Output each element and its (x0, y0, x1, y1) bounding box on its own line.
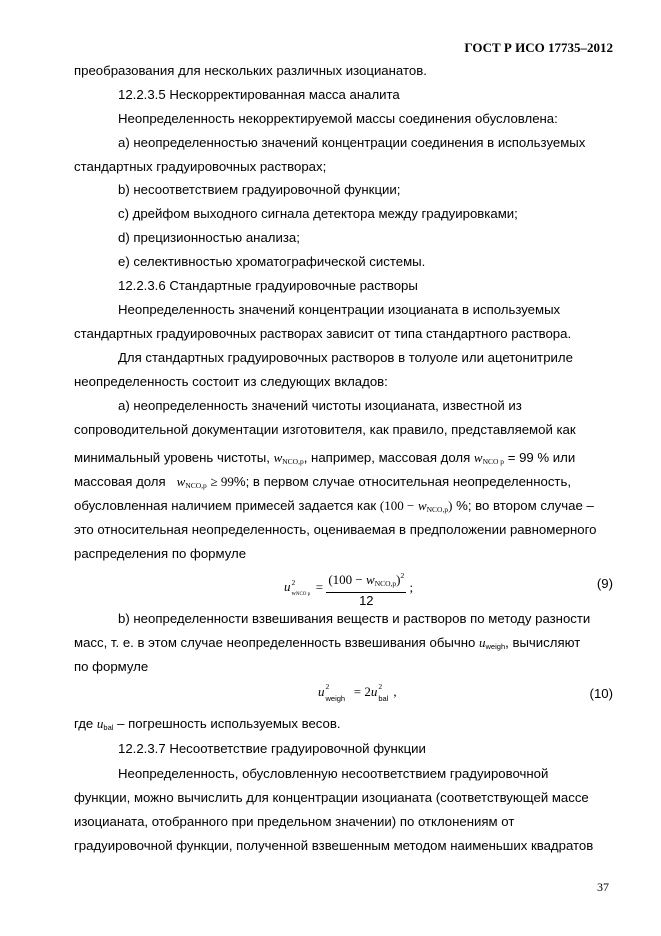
text-line: Для стандартных градуировочных растворов в толуоле или ацетонитриле (118, 350, 573, 365)
math-w: $w_{NCO,p}$ (176, 474, 207, 490)
list-item: e) селективностью хроматографической системы. (118, 254, 426, 269)
text-span: = 99 % или (507, 450, 576, 465)
page-header: ГОСТ Р ИСО 17735–2012 (464, 40, 613, 55)
section-heading: 12.2.3.6 Стандартные градуировочные растворы (118, 278, 418, 293)
list-item: c) дрейфом выходного сигнала детектора между градуировками; (118, 206, 518, 221)
text-line: Неопределенность, обусловленную несоответствием градуировочной (118, 766, 549, 781)
text-line: градуировочной функции, полученной взвешенным методом наименьших квадратов (74, 838, 594, 853)
equation-9: u 2 wNCO p = $\frac{(100 - w_{NCO,p})^2}{12}$ ; (284, 568, 413, 609)
list-item: а) неопределенность значений чистоты изоцианата, известной из (118, 398, 522, 413)
text-line: Неопределенность значений концентрации изоцианата в используемых (118, 302, 561, 317)
list-item: b) несоответствием градуировочной функции; (118, 182, 401, 197)
text-span: %; во втором случае – (456, 498, 594, 513)
math-expr: (100 − (379, 498, 415, 513)
math-w: $w_{NCO,p}$ (273, 450, 304, 466)
text-span: где (74, 716, 94, 731)
page-number: 37 (597, 880, 609, 894)
math-w: $w_{NCO p}$ (473, 450, 505, 466)
math-u: uweigh (479, 635, 506, 651)
text-line: стандартных градуировочных растворах; (74, 159, 327, 174)
text-line: Неопределенность некорректируемой массы соединения обусловлена: (118, 111, 558, 126)
text-span: обусловленная наличием примесей задается как (74, 498, 377, 513)
text-line: преобразования для нескольких различных изоцианатов. (74, 63, 427, 78)
list-item: d) прецизионностью анализа; (118, 230, 300, 245)
list-item: а) неопределенностью значений концентрации соединения в используемых (118, 135, 586, 150)
equation-number: (9) (596, 576, 613, 591)
section-heading: 12.2.3.7 Несоответствие градуировочной функции (118, 741, 426, 756)
text-line: это относительная неопределенность, оцениваемая в предположении равномерного (74, 522, 597, 537)
text-span: массовая доля (74, 474, 166, 489)
text-line (74, 715, 614, 737)
text-span: минимальный уровень чистоты, (74, 450, 270, 465)
text-line: обусловленная наличием примесей задается как $(100 - w_{NCO,p})$ %; во втором случае – (74, 498, 594, 514)
text-span: %; в первом случае относительная неопределенность, (233, 474, 571, 489)
math-u: ubal (96, 716, 114, 732)
text-span: – погрешность используемых весов. (117, 716, 341, 731)
text-line: стандартных градуировочных растворах зависит от типа стандартного раствора. (74, 326, 572, 341)
section-heading: 12.2.3.5 Нескорректированная масса аналита (118, 87, 400, 102)
text-span: , например, массовая доля (303, 450, 471, 465)
text-span: масс, т. е. в этом случае неопределенность взвешивания обычно (74, 635, 476, 650)
math-u: u 2 wNCO p (284, 577, 311, 597)
text-line: сопроводительной документации изготовителя, как правило, представляемой как (74, 422, 576, 437)
equation-number: (10) (589, 686, 613, 701)
text-line: функции, можно вычислить для концентрации изоцианата (соответствующей массе (74, 790, 589, 805)
text-line: изоцианата, отобранного при предельном значении) по отклонениям от (74, 814, 515, 829)
fraction: $\frac{(100 - w_{NCO,p})^2}{12}$ (326, 568, 406, 609)
equation-10: u 2 weigh = 2u 2 bal , (318, 682, 397, 704)
text-line (74, 634, 614, 656)
text-line (74, 473, 614, 495)
list-item: b) неопределенности взвешивания веществ и растворов по методу разности (118, 611, 591, 626)
text-line: по формуле (74, 659, 149, 674)
text-span: , вычисляют (505, 635, 581, 650)
text-line: распределения по формуле (74, 546, 247, 561)
math-w: $w_{NCO,p}$ (417, 498, 449, 514)
text-line (74, 449, 614, 471)
text-line: неопределенность состоит из следующих вкладов: (74, 374, 388, 389)
math-value: ≥ 99 (210, 474, 234, 489)
